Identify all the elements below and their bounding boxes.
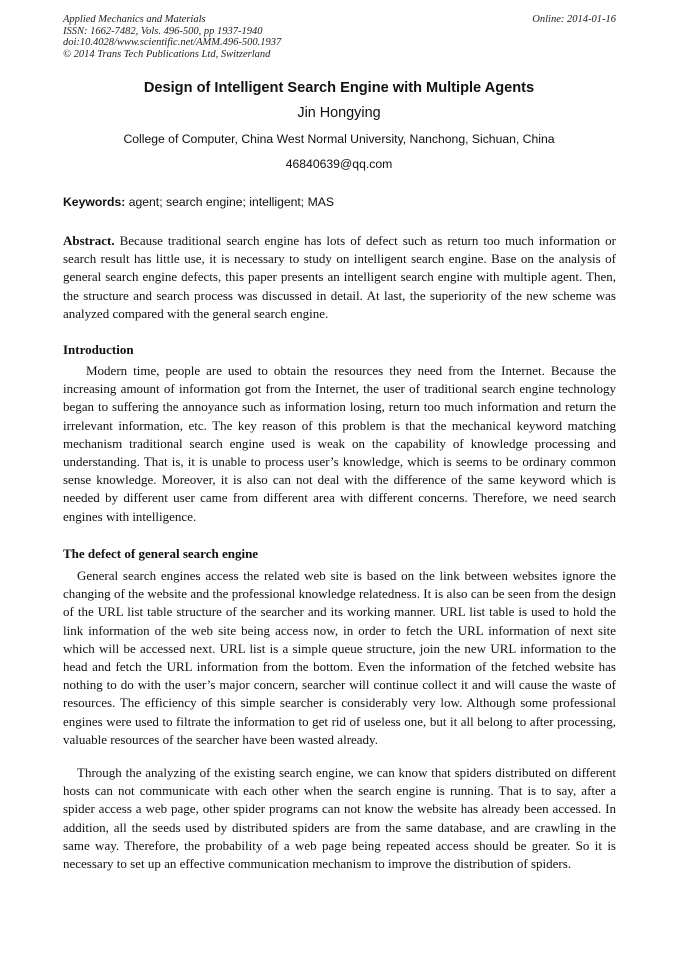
introduction-heading: Introduction [63,342,134,357]
paper-affiliation: College of Computer, China West Normal University, Nanchong, Sichuan, China [123,132,555,146]
abstract-paragraph [63,232,616,323]
doi-line[interactable]: doi:10.4028/www.scientific.net/AMM.496-500.1937 [63,37,282,49]
abstract-text: Because traditional search engine has lots of defect such as return too much information or search result has little use, it is necessary to study on intelligent search engine. Base on the analysis of general search engine defects, this paper presents an intelligent search engine with multiple agent. Then, the structure and search process was discussed in detail. At last, the superiority of the new scheme was analyzed compared with the general search engine. [63,233,616,321]
copyright-line: © 2014 Trans Tech Publications Ltd, Switzerland [63,48,271,60]
abstract-label: Abstract. [63,233,115,248]
journal-name: Applied Mechanics and Materials [63,14,206,25]
defect-paragraph-1: General search engines access the related web site is based on the link between websites ignore the changing of the website and the professional knowledge relatedness. It is also can be seen from the design of the URL list table structure of the searcher and its working manner. URL list table is used to hold the link information of the web site being access now, in order to fetch the URL information of next site which will be accessed next. URL list is a simple queue structure, join the new URL information to the head and fetch the URL information from the bottom. Even the information of the fetched website has nothing to do with the user’s major concern, searcher will continue collect it and will cause the waste of resources. The efficiency of this simple searcher is considerably very low. Although some professional engines were used to filtrate the information to get rid of useless one, but it all belong to after processing, valuable resources of the searcher have been wasted already. [63,568,616,747]
keywords-text: agent; search engine; intelligent; MAS [125,195,334,209]
author-email[interactable]: 46840639@qq.com [285,157,393,171]
introduction-paragraph: Modern time, people are used to obtain the resources they need from the Internet. Because the increasing amount of information got from the Internet, the user of traditional search engine technology began to suffering the annoyance such as information losing, return too much information and return the irrelevant information, etc. The key reason of this problem is that the mechanical keyword matching mechanism traditional search engine used is weak on the capability of knowledge processing and understanding. That is, it is unable to process user’s knowledge, which is seems to be ordinary common sense knowledge. Moreover, it is also can not deal with the difference of the same keyword which is needed by different user came from different area with different concerns. Therefore, we need search engines with intelligence. [63,363,616,524]
defect-heading: The defect of general search engine [63,546,259,561]
online-date: Online: 2014-01-16 [532,14,616,25]
defect-paragraph-2: Through the analyzing of the existing search engine, we can know that spiders distributed on different hosts can not communicate with each other when the search engine is running. That is to say, after a spider access a web page, other spider programs can not know the website has already been accessed. In addition, all the seeds used by distributed spiders are from the same database, and are crawling in the same way. Therefore, the probability of a web page being repeated access should be greater. So it is necessary to set up an effective communication mechanism to improve the distribution of spiders. [63,765,616,872]
issn-line: ISSN: 1662-7482, Vols. 496-500, pp 1937-1940 [63,25,263,37]
paper-title: Design of Intelligent Search Engine with Multiple Agents [143,80,535,96]
keywords-line [63,195,616,209]
journal-header [63,14,616,60]
keywords-label: Keywords: [63,195,126,209]
paper-author: Jin Hongying [297,105,381,121]
